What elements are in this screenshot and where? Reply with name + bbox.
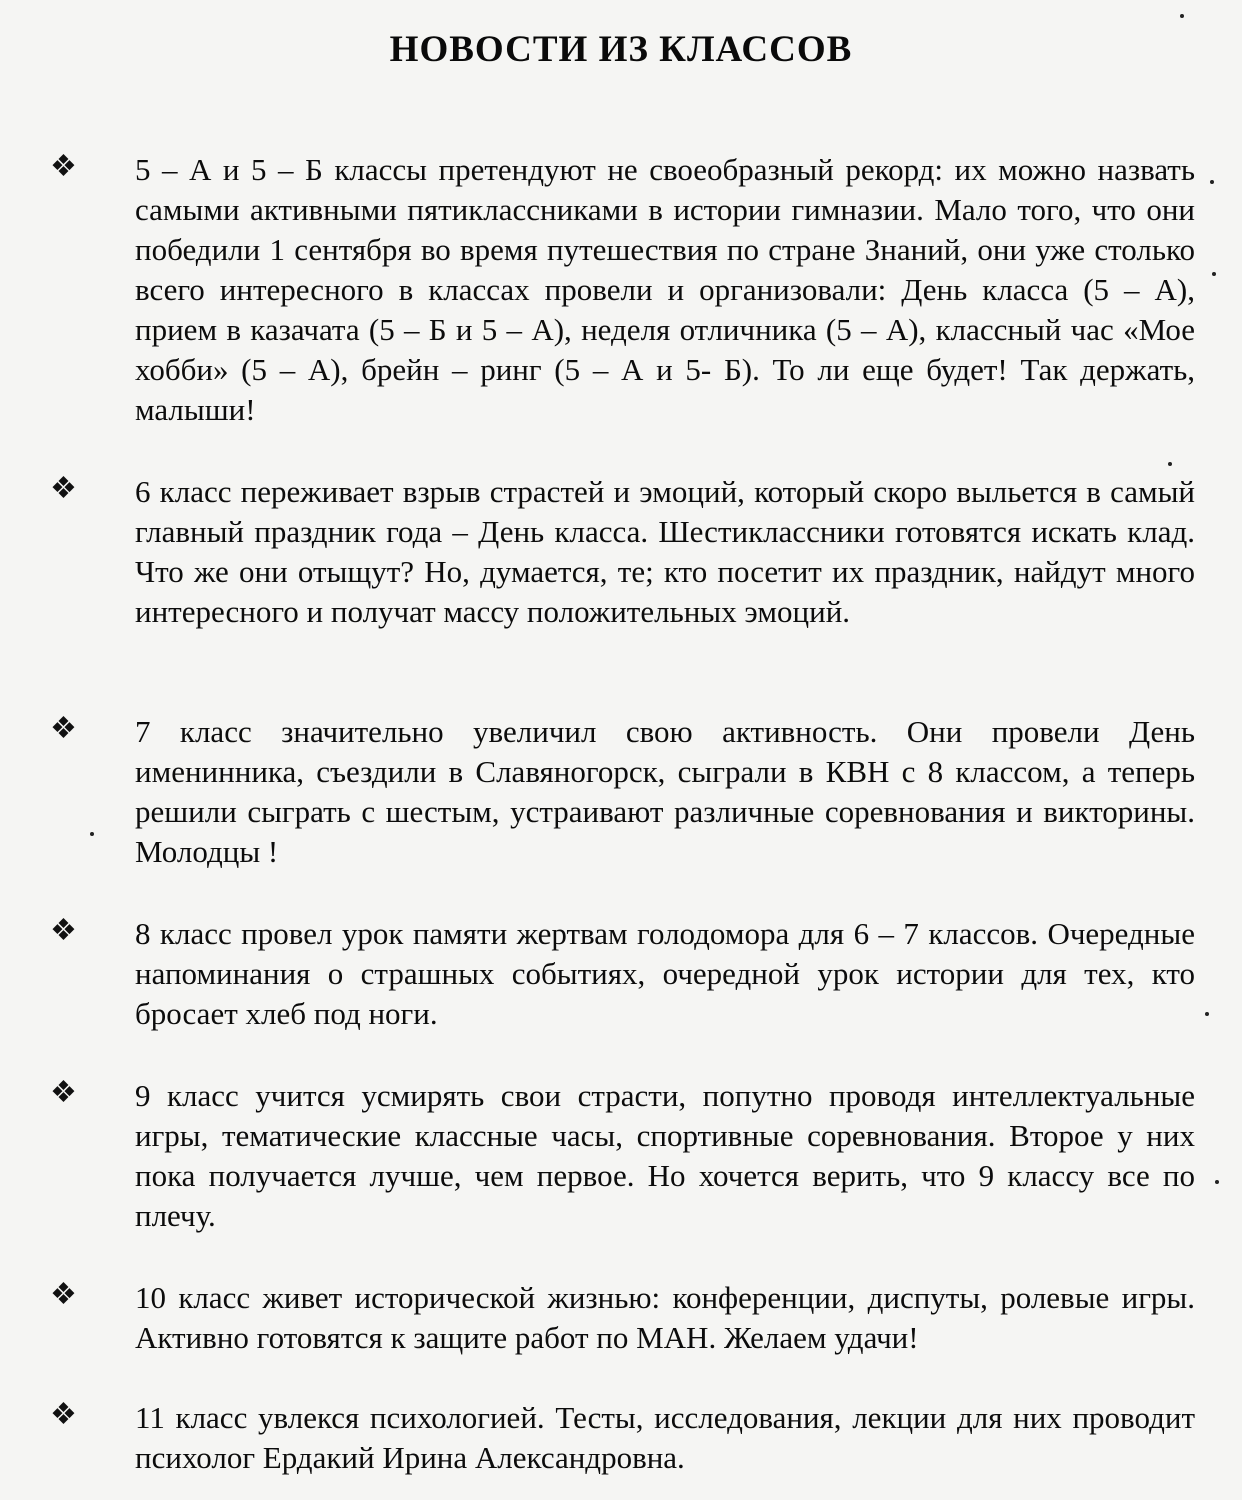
scan-speck bbox=[1215, 1180, 1219, 1184]
scan-speck bbox=[1212, 272, 1216, 276]
diamond-bullet-icon: ❖ bbox=[50, 472, 77, 505]
news-text-grade-11: 11 класс увлекся психологией. Тесты, исследования, лекции для них проводит психолог Ердакий Ирина Александровна. bbox=[135, 1400, 1195, 1475]
news-text-grade-9: 9 класс учится усмирять свои страсти, попутно проводя интеллектуальные игры, тематические классные часы, спортивные соревнования. Второе у них пока получается лучше, чем первое. Но хочется верить, что 9 классу все по плечу. bbox=[135, 1078, 1195, 1233]
news-text-grade-10: 10 класс живет исторической жизнью: конференции, диспуты, ролевые игры. Активно готовятся к защите работ по МАН. Желаем удачи! bbox=[135, 1280, 1195, 1355]
scan-speck bbox=[1205, 1012, 1209, 1016]
news-text-grade-5: 5 – А и 5 – Б классы претендуют не своеобразный рекорд: их можно назвать самыми активными пятиклассниками в истории гимназии. Мало того, что они победили 1 сентября во время путешествия по стране Знаний, они уже столько всего интересного в классах провели и организовали: День класса (5 – А), прием в казачата (5 – Б и 5 – А), неделя отличника (5 – А), классный час «Мое хобби» (5 – А), брейн – ринг (5 – А и 5- Б). То ли еще будет! Так держать, малыши! bbox=[135, 152, 1195, 427]
page-title: НОВОСТИ ИЗ КЛАССОВ bbox=[389, 29, 853, 70]
scan-speck bbox=[90, 832, 94, 836]
scan-speck bbox=[1168, 462, 1172, 466]
diamond-bullet-icon: ❖ bbox=[50, 1398, 77, 1431]
diamond-bullet-icon: ❖ bbox=[50, 712, 77, 745]
diamond-bullet-icon: ❖ bbox=[50, 1076, 77, 1109]
diamond-bullet-icon: ❖ bbox=[50, 150, 77, 183]
news-text-grade-6: 6 класс переживает взрыв страстей и эмоций, который скоро выльется в самый главный праздник года – День класса. Шестиклассники готовятся искать клад. Что же они отыщут? Но, думается, те; кто посетит их праздник, найдут много интересного и получат массу положительных эмоций. bbox=[135, 474, 1195, 629]
diamond-bullet-icon: ❖ bbox=[50, 914, 77, 947]
scan-speck bbox=[1210, 180, 1214, 184]
news-text-grade-7: 7 класс значительно увеличил свою активность. Они провели День именинника, съездили в Славяногорск, сыграли в КВН с 8 классом, а теперь решили сыграть с шестым, устраивают различные соревнования и викторины. Молодцы ! bbox=[135, 714, 1195, 869]
diamond-bullet-icon: ❖ bbox=[50, 1278, 77, 1311]
news-text-grade-8: 8 класс провел урок памяти жертвам голодомора для 6 – 7 классов. Очередные напоминания о страшных событиях, очередной урок истории для тех, кто бросает хлеб под ноги. bbox=[135, 916, 1195, 1031]
scan-speck bbox=[1180, 14, 1184, 18]
